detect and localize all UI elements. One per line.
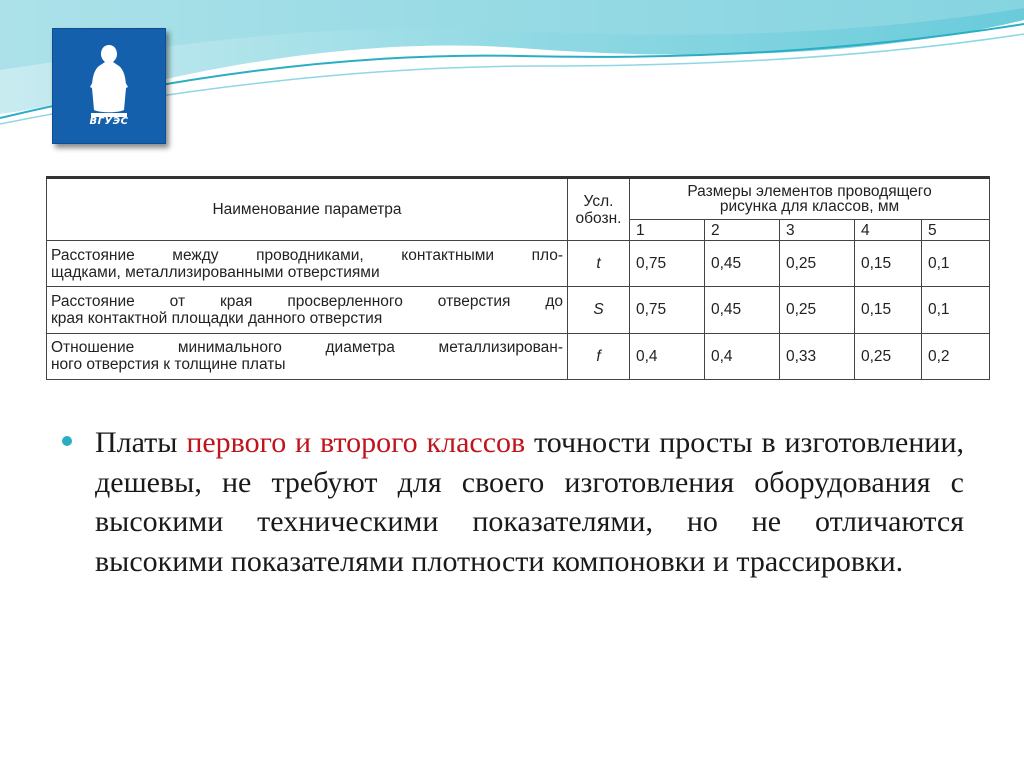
parameter-name-line2: края контактной площадки данного отверстия — [51, 309, 383, 327]
value-cell: 0,4 — [630, 333, 705, 379]
parameter-name-line1: Отношение минимального диаметра металлизирован- — [51, 339, 563, 357]
header-symbol-line1: Усл. — [583, 192, 614, 210]
symbol-cell: S — [568, 287, 630, 333]
header-sizes — [630, 178, 990, 220]
table-row — [47, 287, 990, 333]
university-logo — [52, 28, 166, 144]
symbol-cell: t — [568, 241, 630, 287]
bullet-text-after: точности просты в изготовлении, дешевы, не требуют для своего изготовления оборудования с высокими техническими показателями, но не отличаются высокими показателями плотности компоновки и трассировки. — [95, 426, 964, 578]
value-cell: 0,25 — [855, 333, 922, 379]
parameter-name-line1: Расстояние от края просверленного отверстия до — [51, 292, 563, 310]
value-cell: 0,75 — [630, 287, 705, 333]
value-cell: 0,4 — [705, 333, 780, 379]
value-cell: 0,15 — [855, 287, 922, 333]
value-cell: 0,15 — [855, 241, 922, 287]
bullet-dot-icon — [62, 436, 72, 446]
bullet-text-before: Платы — [95, 426, 187, 459]
header-symbol-line2: обозн. — [575, 209, 622, 227]
parameters-table — [46, 176, 989, 380]
class-header-5: 5 — [922, 220, 990, 241]
value-cell: 0,25 — [780, 287, 855, 333]
parameter-name-line2: ного отверстия к толщине платы — [51, 356, 286, 374]
value-cell: 0,75 — [630, 241, 705, 287]
class-header-2: 2 — [705, 220, 780, 241]
class-header-1: 1 — [630, 220, 705, 241]
table-header-row — [47, 178, 990, 220]
logo-text: ВГУЭС — [89, 116, 129, 127]
value-cell: 0,33 — [780, 333, 855, 379]
value-cell: 0,25 — [780, 241, 855, 287]
value-cell: 0,2 — [922, 333, 990, 379]
table-row — [47, 241, 990, 287]
header-symbol — [568, 178, 630, 241]
parameter-name-cell — [47, 333, 568, 379]
parameter-name-cell — [47, 287, 568, 333]
header-parameter-name: Наименование параметра — [47, 178, 568, 241]
value-cell: 0,1 — [922, 287, 990, 333]
header-sizes-line1: Размеры элементов проводящего — [687, 183, 932, 200]
value-cell: 0,45 — [705, 287, 780, 333]
value-cell: 0,45 — [705, 241, 780, 287]
parameter-name-line1: Расстояние между проводниками, контактными пло- — [51, 246, 563, 264]
bullet-text-highlight: первого и второго классов — [186, 426, 526, 459]
bullet-text — [95, 423, 964, 581]
value-cell: 0,1 — [922, 241, 990, 287]
parameter-name-line2: щадками, металлизированными отверстиями — [51, 263, 380, 281]
class-header-3: 3 — [780, 220, 855, 241]
class-header-4: 4 — [855, 220, 922, 241]
table-row — [47, 333, 990, 379]
symbol-cell: f — [568, 333, 630, 379]
header-sizes-line2: рисунка для классов, мм — [719, 198, 900, 215]
parameter-name-cell — [47, 241, 568, 287]
